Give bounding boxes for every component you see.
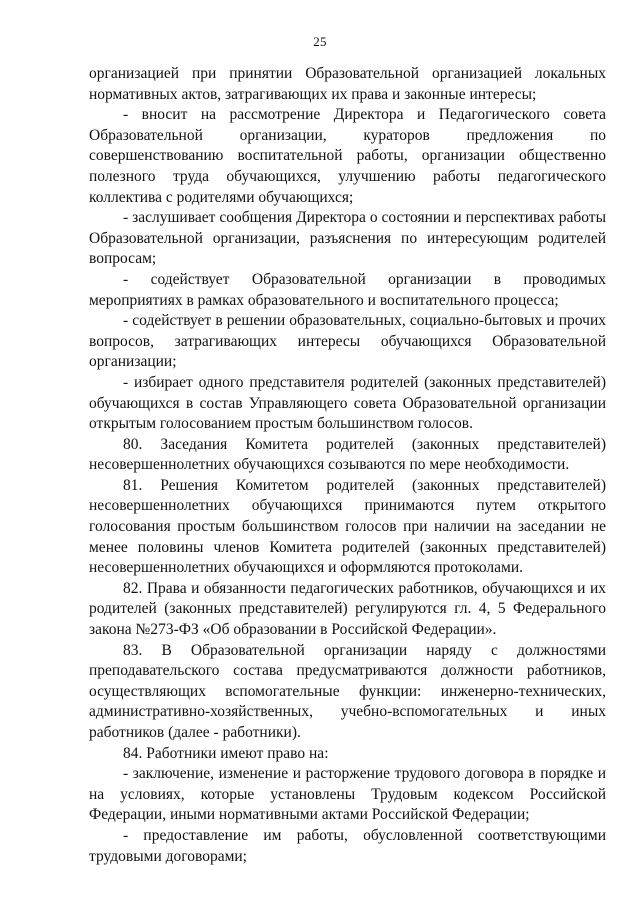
- document-body: [89, 64, 606, 867]
- page-number: 25: [313, 34, 327, 49]
- paragraph-bullet-issues: - содействует в решении образовательных, социально-бытовых и прочих вопросов, затрагивающих интересы обучающихся Образовательной организации;: [89, 312, 606, 371]
- paragraph-bullet-work: - предоставление им работы, обусловленной соответствующими трудовыми договорами;: [89, 826, 606, 865]
- paragraph-82: 82. Права и обязанности педагогических работников, обучающихся и их родителей (законных представителей) регулируются гл. 4, 5 Федерального закона №273-ФЗ «Об образовании в Российской Федерации».: [89, 579, 606, 639]
- paragraph-81: 81. Решения Комитетом родителей (законных представителей) несовершеннолетних обучающихся принимаются путем открытого голосования простым большинством голосов при наличии на заседании не менее половины членов Комитета родителей (законных представителей) несовершеннолетних обучающихся и оформляются протоколами.: [89, 476, 606, 577]
- paragraph-bullet-contract: - заключение, изменение и расторжение трудового договора в порядке и на условиях, которые установлены Трудовым кодексом Российской Федерации, иными нормативными актами Российской Федерации;: [89, 765, 606, 824]
- paragraph-bullet-events: - содействует Образовательной организации в проводимых мероприятиях в рамках образовательного и воспитательного процесса;: [89, 270, 606, 309]
- paragraph-bullet-elects: - избирает одного представителя родителей (законных представителей) обучающихся в состав Управляющего совета Образовательной организации открытым голосованием простым большинством голосов.: [89, 373, 606, 433]
- paragraph-84: 84. Работники имеют право на:: [123, 744, 329, 762]
- paragraph-83: 83. В Образовательной организации наряду с должностями преподавательского состава предусматриваются должности работников, осуществляющих вспомогательные функции: инженерно-технических, административно-хозяйственных, учебно-вспомогательных и иных работников (далее - работники).: [89, 641, 606, 741]
- paragraph-80: 80. Заседания Комитета родителей (законных представителей) несовершеннолетних обучающихся созываются по мере необходимости.: [89, 435, 606, 474]
- paragraph-continuation: организацией при принятии Образовательной организацией локальных нормативных актов, затрагивающих их права и законные интересы;: [89, 65, 606, 103]
- paragraph-bullet-reports: - заслушивает сообщения Директора о состоянии и перспективах работы Образовательной организации, разъяснения по интересующим родителей вопросам;: [89, 209, 606, 268]
- paragraph-bullet-proposals: - вносит на рассмотрение Директора и Педагогического совета Образовательной организации, кураторов предложения по совершенствованию воспитательной работы, организации общественно полезного труда обучающихся, улучшению работы педагогического коллектива с родителями обучающихся;: [89, 106, 606, 206]
